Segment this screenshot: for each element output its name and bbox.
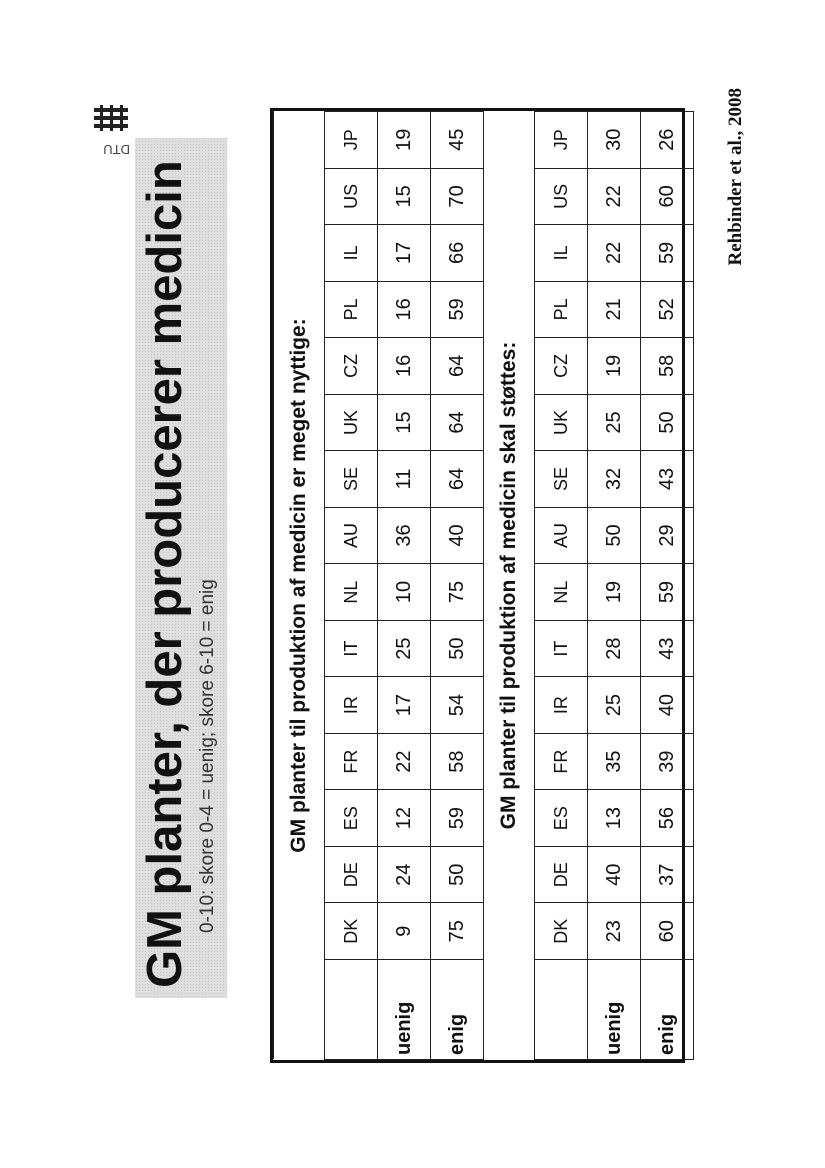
table-cell: 19 — [588, 564, 641, 621]
country-header-row — [535, 112, 588, 1060]
country-header: IL — [325, 225, 378, 282]
section-heading-row — [274, 112, 325, 1060]
table-cell: 17 — [378, 225, 431, 282]
table-cell: 50 — [588, 507, 641, 564]
country-header: ES — [325, 790, 378, 847]
table-cell: 19 — [378, 112, 431, 169]
table-cell: 15 — [378, 394, 431, 451]
logo-text: DTU — [103, 142, 130, 157]
table-cell: 39 — [641, 733, 694, 790]
country-header: DK — [535, 903, 588, 960]
table-cell: 66 — [431, 225, 484, 282]
country-header: DE — [535, 846, 588, 903]
table-cell: 40 — [641, 677, 694, 734]
table-cell: 43 — [641, 620, 694, 677]
table-cell: 25 — [588, 677, 641, 734]
table-cell: 13 — [588, 790, 641, 847]
table-cell: 12 — [378, 790, 431, 847]
country-header: SE — [325, 451, 378, 508]
table-cell: 28 — [588, 620, 641, 677]
table-cell: 43 — [641, 451, 694, 508]
country-header: DE — [325, 846, 378, 903]
section-heading: GM planter til produktion af medicin skal støttes: — [484, 112, 535, 1060]
country-header: JP — [535, 112, 588, 169]
table-cell: 64 — [431, 394, 484, 451]
table-cell: 59 — [431, 790, 484, 847]
table-cell: 40 — [431, 507, 484, 564]
table-cell: 45 — [431, 112, 484, 169]
country-header: DK — [325, 903, 378, 960]
country-header: PL — [325, 281, 378, 338]
table-cell: 15 — [378, 168, 431, 225]
country-header: UK — [325, 394, 378, 451]
country-header: IR — [535, 677, 588, 734]
table-cell: 9 — [378, 903, 431, 960]
country-header: PL — [535, 281, 588, 338]
table-row — [431, 112, 484, 1060]
table-cell: 52 — [641, 281, 694, 338]
country-header-row — [325, 112, 378, 1060]
table-cell: 40 — [588, 846, 641, 903]
country-header: FR — [535, 733, 588, 790]
dtu-logo-icon — [90, 100, 132, 158]
country-header: AU — [325, 507, 378, 564]
table-cell: 25 — [588, 394, 641, 451]
row-label: uenig — [378, 960, 431, 1060]
table-cell: 58 — [641, 338, 694, 395]
table-cell: 59 — [641, 225, 694, 282]
table-cell: 50 — [431, 846, 484, 903]
table-cell: 54 — [431, 677, 484, 734]
table-cell: 50 — [641, 394, 694, 451]
country-header: US — [535, 168, 588, 225]
country-header: NL — [535, 564, 588, 621]
row-label: enig — [641, 960, 694, 1060]
country-header: IT — [535, 620, 588, 677]
survey-table — [270, 108, 685, 1063]
page-title: GM planter, der producerer medicin — [138, 160, 192, 988]
country-header: IL — [535, 225, 588, 282]
table-cell: 64 — [431, 338, 484, 395]
table-row — [641, 112, 694, 1060]
table-cell: 59 — [431, 281, 484, 338]
table-cell: 58 — [431, 733, 484, 790]
table-row — [588, 112, 641, 1060]
table-row — [378, 112, 431, 1060]
table-cell: 59 — [641, 564, 694, 621]
table-cell: 24 — [378, 846, 431, 903]
corner-cell — [325, 960, 378, 1060]
dtu-logo — [90, 100, 132, 158]
table-cell: 37 — [641, 846, 694, 903]
table-cell: 16 — [378, 281, 431, 338]
table-cell: 60 — [641, 903, 694, 960]
table-cell: 22 — [378, 733, 431, 790]
country-header: CZ — [535, 338, 588, 395]
table-cell: 23 — [588, 903, 641, 960]
table-cell: 64 — [431, 451, 484, 508]
country-header: AU — [535, 507, 588, 564]
table-cell: 36 — [378, 507, 431, 564]
table-cell: 29 — [641, 507, 694, 564]
table-cell: 17 — [378, 677, 431, 734]
country-header: NL — [325, 564, 378, 621]
table-cell: 22 — [588, 225, 641, 282]
table-cell: 50 — [431, 620, 484, 677]
country-header: FR — [325, 733, 378, 790]
subtitle: 0-10: skore 0-4 = uenig; skore 6-10 = enig — [197, 579, 218, 933]
table-cell: 32 — [588, 451, 641, 508]
country-header: US — [325, 168, 378, 225]
table-cell: 16 — [378, 338, 431, 395]
data-table — [273, 111, 694, 1060]
section-heading: GM planter til produktion af medicin er meget nyttige: — [274, 112, 325, 1060]
country-header: IR — [325, 677, 378, 734]
table-cell: 75 — [431, 564, 484, 621]
table-cell: 56 — [641, 790, 694, 847]
corner-cell — [535, 960, 588, 1060]
country-header: UK — [535, 394, 588, 451]
table-cell: 60 — [641, 168, 694, 225]
table-cell: 10 — [378, 564, 431, 621]
row-label: enig — [431, 960, 484, 1060]
row-label: uenig — [588, 960, 641, 1060]
table-cell: 25 — [378, 620, 431, 677]
table-cell: 11 — [378, 451, 431, 508]
country-header: SE — [535, 451, 588, 508]
country-header: IT — [325, 620, 378, 677]
table-cell: 75 — [431, 903, 484, 960]
table-cell: 19 — [588, 338, 641, 395]
country-header: ES — [535, 790, 588, 847]
table-cell: 22 — [588, 168, 641, 225]
section-heading-row — [484, 112, 535, 1060]
reference-citation: Rehbinder et al., 2008 — [725, 88, 746, 266]
country-header: CZ — [325, 338, 378, 395]
table-cell: 35 — [588, 733, 641, 790]
table-cell: 26 — [641, 112, 694, 169]
table-cell: 30 — [588, 112, 641, 169]
country-header: JP — [325, 112, 378, 169]
table-cell: 70 — [431, 168, 484, 225]
table-cell: 21 — [588, 281, 641, 338]
